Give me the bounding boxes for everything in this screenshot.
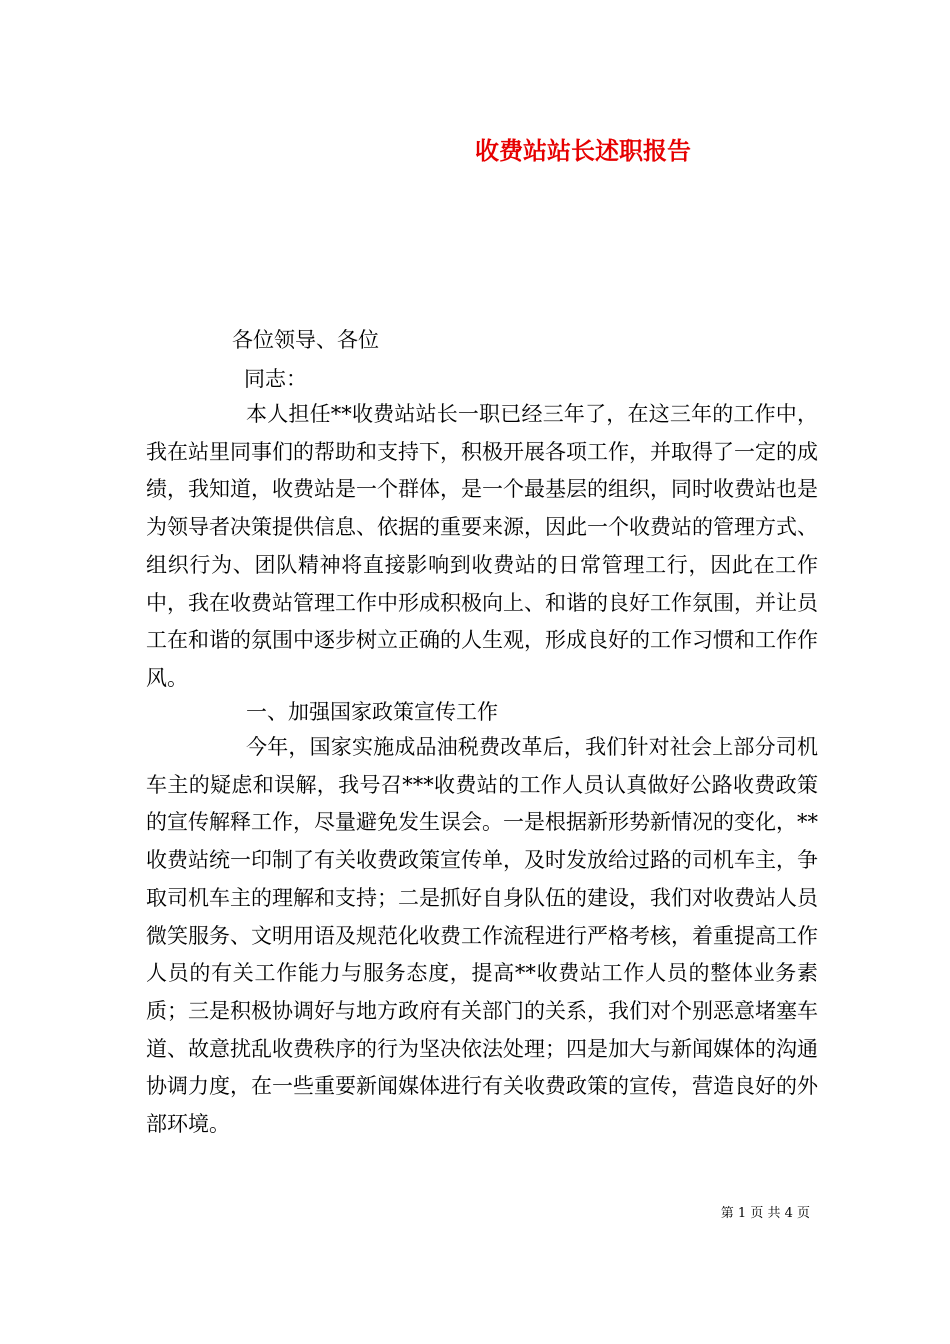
page-number-footer: 第 1 页 共 4 页 (720, 1206, 810, 1221)
salutation-line-2: 同志： (244, 367, 307, 391)
section-1-heading: 一、加强国家政策宣传工作 (246, 700, 498, 724)
page-title: 收费站站长述职报告 (475, 136, 691, 165)
section-1-paragraph: 今年，国家实施成品油税费改革后，我们针对社会上部分司机车主的疑虑和误解，我号召***收费站的工作人员认真做好公路收费政策的宣传解释工作，尽量避免发生误会。一是根据新形势新情况的变化，**收费站统一印制了有关收费政策宣传单，及时发放给过路的司机车主，争取司机车主的理解和支持；二是抓好自身队伍的建设，我们对收费站人员微笑服务、文明用语及规范化收费工作流程进行严格考核，着重提高工作人员的有关工作能力与服务态度，提高**收费站工作人员的整体业务素质；三是积极协调好与地方政府有关部门的关系，我们对个别恶意堵塞车道、故意扰乱收费秩序的行为坚决依法处理；四是加大与新闻媒体的沟通协调力度，在一些重要新闻媒体进行有关收费政策的宣传，营造良好的外部环境。 (146, 735, 818, 1137)
salutation-line-1: 各位领导、各位 (232, 328, 379, 352)
intro-paragraph: 本人担任**收费站站长一职已经三年了，在这三年的工作中，我在站里同事们的帮助和支持下，积极开展各项工作，并取得了一定的成绩，我知道，收费站是一个群体，是一个最基层的组织，同时收费站也是为领导者决策提供信息、依据的重要来源，因此一个收费站的管理方式、组织行为、团队精神将直接影响到收费站的日常管理工行，因此在工作中，我在收费站管理工作中形成积极向上、和谐的良好工作氛围，并让员工在和谐的氛围中逐步树立正确的人生观，形成良好的工作习惯和工作作风。 (146, 402, 818, 690)
